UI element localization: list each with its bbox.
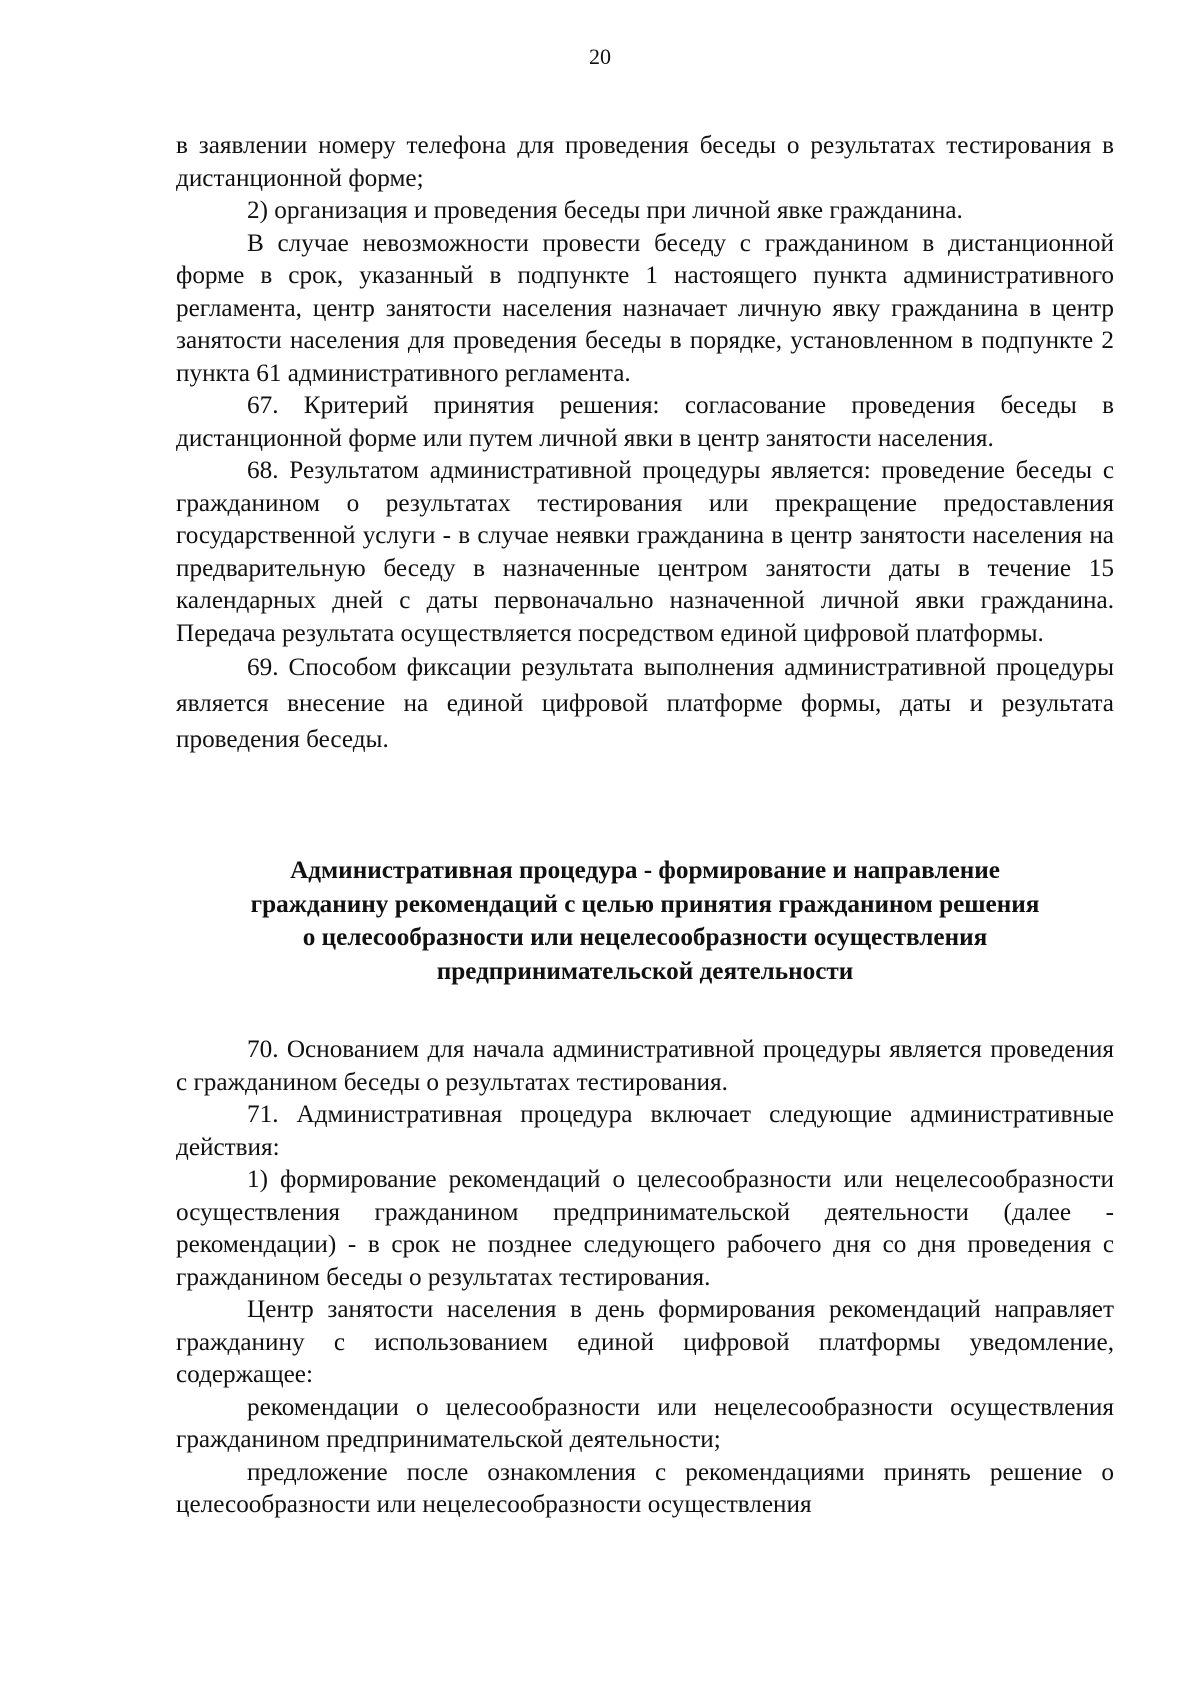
paragraph-71: 71. Административная процедура включает следующие административные действия: <box>176 1101 1114 1161</box>
page-number: 20 <box>589 44 611 69</box>
paragraph-recommendations: рекомендации о целесообразности или нецелесообразности осуществления гражданином предпринимательской деятельности; <box>176 1393 1114 1453</box>
body-section-2 <box>176 1034 1114 1522</box>
paragraph-67: 67. Критерий принятия решения: согласование проведения беседы в дистанционной форме или путем личной явки в центр занятости населения. <box>176 392 1114 452</box>
heading-line-3: о целесообразности или нецелесообразности осуществления <box>302 924 988 951</box>
paragraph-phone-continuation: в заявлении номеру телефона для проведения беседы о результатах тестирования в дистанционной форме; <box>176 132 1114 192</box>
paragraph-68: 68. Результатом административной процедуры является: проведение беседы с гражданином о результатах тестирования или прекращение предоставления государственной услуги - в случае неявки гражданина в центр занятости населения на предварительную беседу в назначенные центром занятости даты в течение 15 календарных дней с даты первоначально назначенной личной явки гражданина. Передача результата осуществляется посредством единой цифровой платформы. <box>176 457 1114 647</box>
paragraph-71-item-1: 1) формирование рекомендаций о целесообразности или нецелесообразности осуществления гражданином предпринимательской деятельности (далее - рекомендации) - в срок не позднее следующего рабочего дня со дня проведения с гражданином беседы о результатах тестирования. <box>176 1166 1114 1291</box>
paragraph-item-2-personal-visit: 2) организация и проведения беседы при личной явке гражданина. <box>247 197 963 224</box>
body-section-1 <box>176 130 1114 758</box>
heading-line-1: Административная процедура - формирование и направление <box>290 857 1000 884</box>
section-heading <box>176 854 1114 988</box>
paragraph-remote-impossible: В случае невозможности провести беседу с гражданином в дистанционной форме в срок, указанный в подпункте 1 настоящего пункта административного регламента, центр занятости населения назначает личную явку гражданина в центр занятости населения для проведения беседы в порядке, установленном в подпункте 2 пункта 61 административного регламента. <box>176 229 1114 387</box>
heading-line-2: гражданину рекомендаций с целью принятия гражданином решения <box>250 890 1040 918</box>
heading-line-4: предпринимательской деятельности <box>436 957 854 985</box>
paragraph-70: 70. Основанием для начала административной процедуры является проведения с гражданином беседы о результатах тестирования. <box>176 1036 1114 1096</box>
paragraph-proposal: предложение после ознакомления с рекомендациями принять решение о целесообразности или нецелесообразности осуществления <box>176 1458 1114 1518</box>
paragraph-notification: Центр занятости населения в день формирования рекомендаций направляет гражданину с использованием единой цифровой платформы уведомление, содержащее: <box>176 1296 1114 1388</box>
paragraph-69: 69. Способом фиксации результата выполнения административной процедуры является внесение на единой цифровой платформе формы, даты и результата проведения беседы. <box>176 654 1114 753</box>
